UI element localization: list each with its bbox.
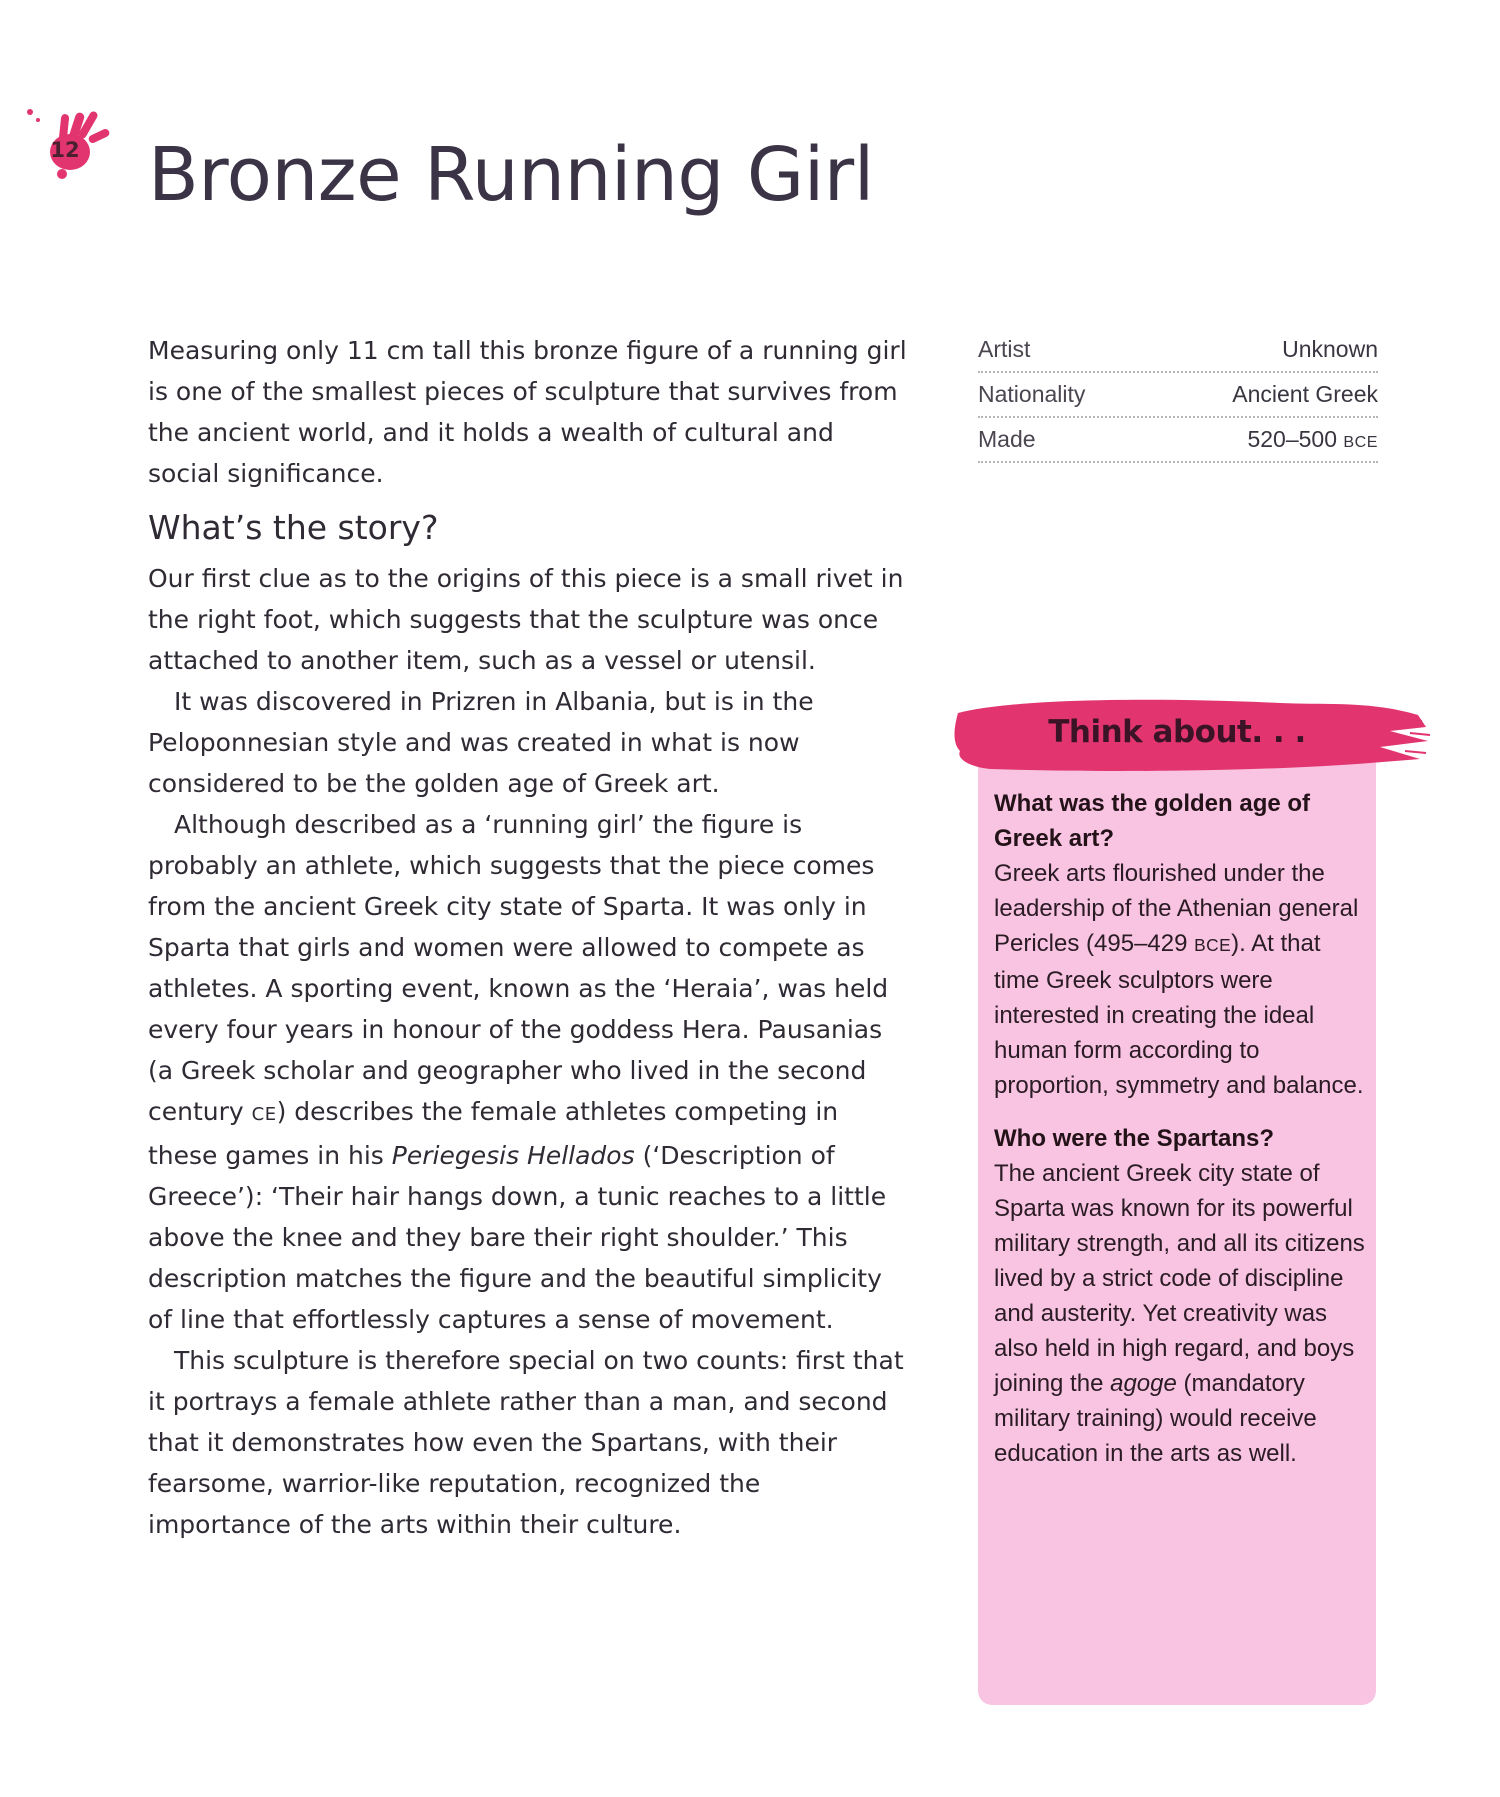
story-paragraph-2: It was discovered in Prizren in Albania, but is in the Peloponnesian style and was created in what is now considered to be the golden age of Greek art. [148,687,814,798]
think-about-content [994,786,1366,1489]
page-title: Bronze Running Girl [148,132,874,218]
story-paragraph-1: Our first clue as to the origins of this piece is a small rivet in the right foot, which suggests that the sculpture was once attached to another item, such as a vessel or utensil. [148,564,904,675]
info-value: Unknown [1282,336,1378,362]
info-value: Ancient Greek [1232,381,1378,407]
info-label: Artist [978,336,1031,362]
question-spartans: Who were the Spartans? [994,1125,1275,1152]
question-golden-age: What was the golden age of Greek art? [994,790,1311,852]
intro-paragraph: Measuring only 11 cm tall this bronze figure of a running girl is one of the smallest pieces of sculpture that survives from the ancient world, and it holds a wealth of cultural and social significance. [148,336,907,488]
answer-golden-age-part-b: ). At that time Greek sculptors were interested in creating the ideal human form according to proportion, symmetry and balance. [994,930,1364,1099]
answer-golden-age-part-a: Greek arts flourished under the leadership of the Athenian general Pericles (495–429 [994,860,1359,957]
info-row-nationality [978,373,1378,418]
info-row-made [978,418,1378,463]
answer-golden-age [994,856,1366,1103]
info-row-artist [978,328,1378,373]
date-range: 520–500 [1247,426,1338,452]
story-heading: What’s the story? [148,508,439,547]
story-paragraph-3-part-b: ) describes the female athletes competing in these games in his [148,1097,839,1170]
artwork-info-table [978,328,1378,463]
story-paragraph-3 [148,804,908,1340]
era-label: BCE [1343,433,1378,451]
era-label: CE [251,1104,277,1125]
page-number: 12 [50,138,80,162]
era-label: BCE [1194,935,1232,955]
story-paragraph-3-part-c: (‘Description of Greece’): ‘Their hair hangs down, a tunic reaches to a little above the knee and they bare their right shoulder.’ This description matches the figure and the beautiful simplicity of line that effortlessly captures a sense of movement. [148,1141,887,1334]
info-label: Nationality [978,381,1086,407]
main-text-column [148,330,908,1545]
info-value [1247,418,1378,463]
answer-spartans-part-a: The ancient Greek city state of Sparta was known for its powerful military strength, and all its citizens lived by a strict code of discipline and austerity. Yet creativity was also held in high regard, and boys joining the [994,1160,1365,1397]
answer-spartans [994,1156,1366,1471]
info-label: Made [978,426,1036,452]
think-about-title: Think about. . . [1048,714,1306,750]
book-title: Periegesis Hellados [391,1141,635,1170]
answer-spartans-part-b: (mandatory military training) would receive education in the arts as well. [994,1370,1317,1467]
story-paragraph-4: This sculpture is therefore special on two counts: first that it portrays a female athlete rather than a man, and second that it demonstrates how even the Spartans, with their fearsome, warrior-like reputation, recognized the importance of the arts within their culture. [148,1346,904,1539]
story-paragraph-3-part-a: Although described as a ‘running girl’ the figure is probably an athlete, which suggests that the piece comes from the ancient Greek city state of Sparta. It was only in Sparta that girls and women were allowed to compete as athletes. A sporting event, known as the ‘Heraia’, was held every four years in honour of the goddess Hera. Pausanias (a Greek scholar and geographer who lived in the second century [148,810,889,1126]
agoge-term: agoge [1110,1370,1177,1397]
